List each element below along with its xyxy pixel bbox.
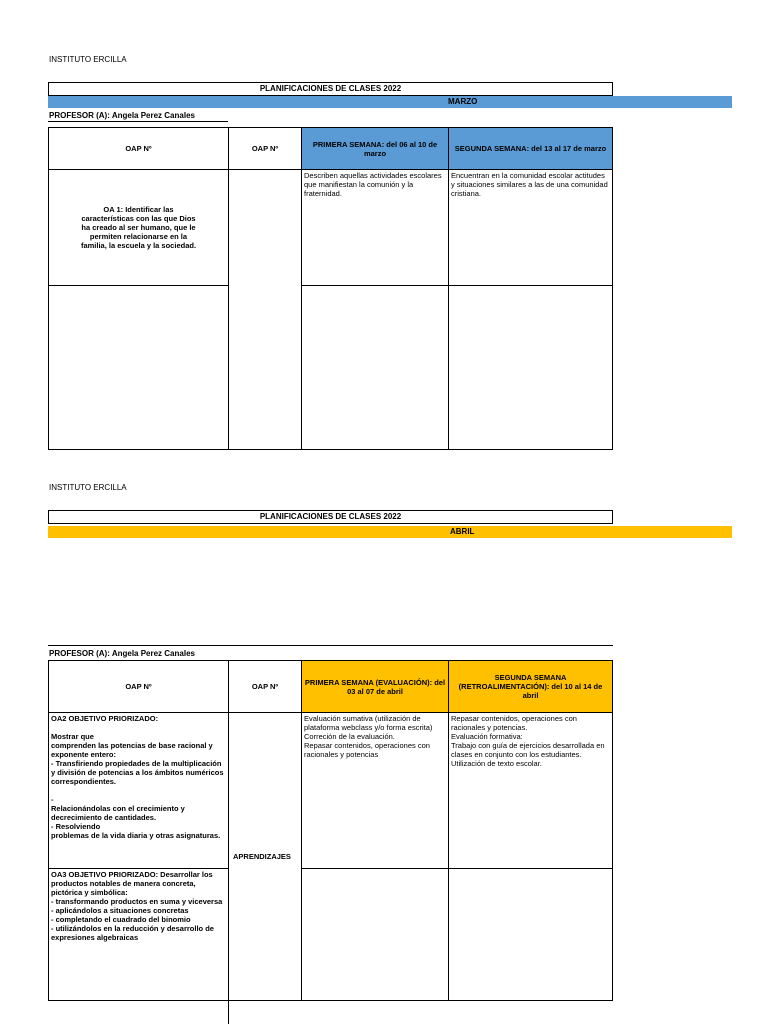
continuation-line: [228, 1000, 229, 1024]
plan-title-2: PLANIFICACIONES DE CLASES 2022: [48, 510, 613, 524]
month-bar-2: [48, 526, 732, 538]
professor-label-2: PROFESOR (A): Angela Perez Canales: [49, 649, 195, 658]
empty-week1-cell-s2: [301, 868, 449, 1001]
week2-activity-s2: Repasar contenidos, operaciones con racionales y potencias. Evaluación formativa: Trabajo con guía de ejercicios desarrollada en clases en conjunto con los estudiantes. Utilización de texto escolar.: [448, 712, 613, 869]
professor-label: PROFESOR (A): Angela Perez Canales: [49, 111, 195, 120]
month-label: MARZO: [448, 97, 478, 106]
week1-activity: Describen aquellas actividades escolares que manifiestan la comunión y la fraternidad.: [301, 169, 449, 286]
aprendizajes-cell: [228, 712, 302, 1001]
empty-objective-cell: [48, 285, 229, 450]
week1-header-s2: PRIMERA SEMANA (EVALUACIÓN): del 03 al 07 de abril: [301, 660, 449, 713]
empty-week1-cell: [301, 285, 449, 450]
institute-name: INSTITUTO ERCILLA: [49, 55, 127, 64]
oap-header-s2: OAP Nº: [48, 660, 229, 713]
week1-activity-s2: Evaluación sumativa (utilización de plataforma webclass y/o forma escrita) Correción de la evaluación. Repasar contenidos, operaciones con racionales y potencias: [301, 712, 449, 869]
section-divider: [48, 645, 613, 646]
oap-header-s2-2: OAP Nº: [228, 660, 302, 713]
aprendizajes-label: APRENDIZAJES: [233, 852, 291, 861]
empty-week2-cell: [448, 285, 613, 450]
objective-text: OA 1: Identificar las características con las que Dios ha creado al ser humano, que le permiten relacionarse en la familia, la escuela y la sociedad.: [80, 205, 197, 250]
week2-activity: Encuentran en la comunidad escolar actitudes y situaciones similares a las de una comunidad cristiana.: [448, 169, 613, 286]
objective-cell: [48, 169, 229, 286]
institute-name-2: INSTITUTO ERCILLA: [49, 483, 127, 492]
oap-cell: [228, 169, 302, 450]
plan-title: PLANIFICACIONES DE CLASES 2022: [48, 82, 613, 96]
week1-header: PRIMERA SEMANA: del 06 al 10 de marzo: [301, 127, 449, 170]
month-bar: [48, 96, 732, 108]
oap-header-2: OAP Nº: [228, 127, 302, 170]
objective-oa2: OA2 OBJETIVO PRIORIZADO: Mostrar que comprenden las potencias de base racional y exponente entero: - Transfiriendo propiedades de la multiplicación y división de potencias a los ámbitos numéricos correspondientes. - Relacionándolas con el crecimiento y decrecimiento de cantidades. - Resolviendo problemas de la vida diaria y otras asignaturas.: [48, 712, 229, 869]
week2-header-s2: SEGUNDA SEMANA (RETROALIMENTACIÓN): del 10 al 14 de abril: [448, 660, 613, 713]
week2-header: SEGUNDA SEMANA: del 13 al 17 de marzo: [448, 127, 613, 170]
professor-underline: [48, 121, 228, 122]
objective-oa3: OA3 OBJETIVO PRIORIZADO: Desarrollar los productos notables de manera concreta, pictórica y simbólica: - transformando productos en suma y viceversa - aplicándolos a situaciones concretas - completando el cuadrado del binomio - utilizándolos en la reducción y desarrollo de expresiones algebraicas: [48, 868, 229, 1001]
empty-week2-cell-s2: [448, 868, 613, 1001]
oap-header: OAP Nº: [48, 127, 229, 170]
month-label-2: ABRIL: [450, 527, 475, 536]
